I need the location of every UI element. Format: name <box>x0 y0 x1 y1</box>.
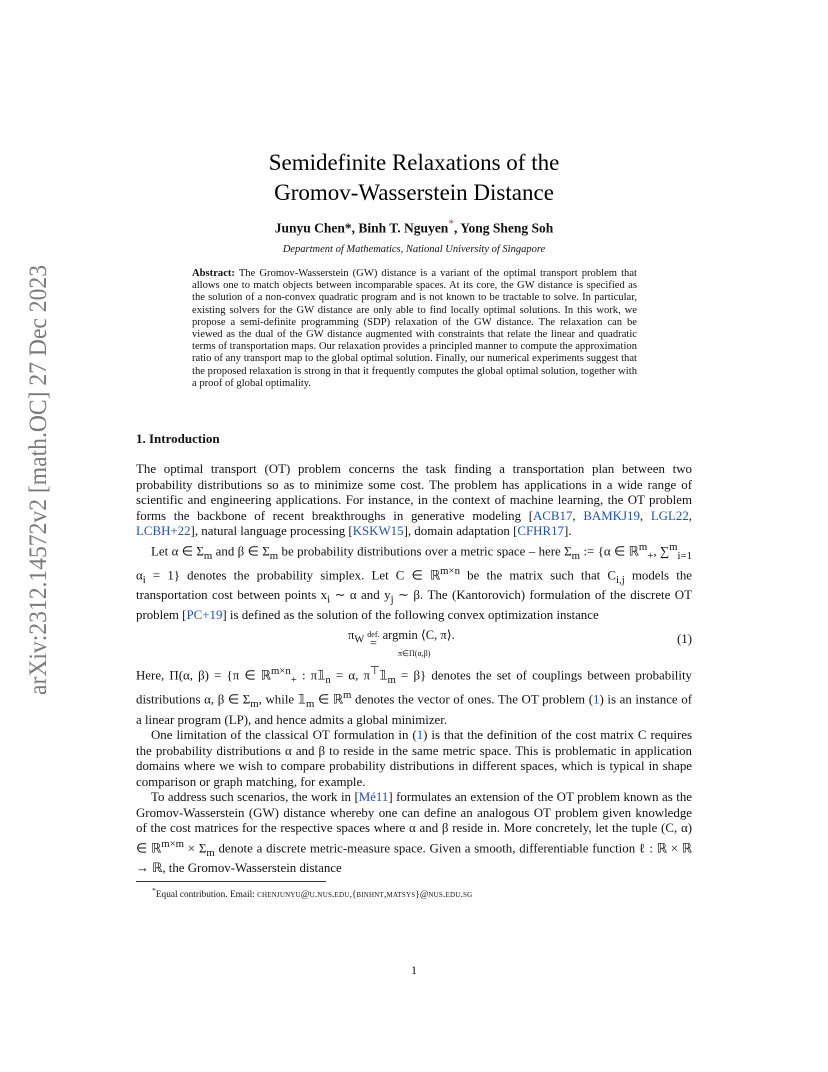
text-run: One limitation of the classical OT formulation in ( <box>151 728 417 743</box>
citation-link[interactable]: PC+19 <box>186 608 223 623</box>
text-run: ) is an instance of a linear program (LP), and hence admits a global minimizer. <box>136 692 692 727</box>
affiliation: Department of Mathematics, National University of Singapore <box>282 244 546 255</box>
text-run: : π𝟙 <box>296 668 326 683</box>
text-run: , <box>572 508 584 523</box>
text-run: := {α ∈ ℝ <box>580 543 639 558</box>
paper-title <box>150 148 678 208</box>
text-run: To address such scenarios, the work in [ <box>151 790 359 805</box>
math-sub: + <box>290 673 297 686</box>
arxiv-sidebar-svg <box>22 265 52 695</box>
abstract-label: Abstract: <box>192 268 235 279</box>
eq-op: = <box>369 635 377 650</box>
math-sup: m×n <box>440 564 460 577</box>
author-separator: , <box>453 220 461 236</box>
text-run: denote a discrete metric-measure space. Given a smooth, differentiable function ℓ : ℝ × ℝ → ℝ, the Gromov-Wasserstein distance <box>136 840 693 875</box>
body-text <box>136 462 692 876</box>
text-run: = 1} denotes the probability simplex. Let C ∈ ℝ <box>145 568 441 583</box>
text-run: , <box>688 508 692 523</box>
title-line-1: Semidefinite Relaxations of the <box>268 150 560 175</box>
text-run: ] is defined as the solution of the following convex optimization instance <box>222 608 599 623</box>
email-address[interactable]: chenjunyu@u.nus.edu <box>257 890 350 901</box>
eq-def: def. <box>367 629 380 639</box>
paragraph-5 <box>136 790 692 876</box>
paragraph-4 <box>136 728 692 790</box>
abstract <box>192 268 637 390</box>
math-sub: + <box>647 549 654 562</box>
math-sub: j <box>390 593 394 606</box>
math-sub: n <box>325 673 331 686</box>
math-sup: m <box>343 689 352 702</box>
citation-link[interactable]: LCBH+22 <box>136 524 191 538</box>
eq-lhs: π <box>348 627 355 642</box>
footnote-divider <box>136 881 326 882</box>
math-sub: m <box>305 698 315 711</box>
text-run: ∼ β. The (Kantorovich) formulation of the discrete OT problem [ <box>136 588 692 623</box>
arxiv-sidebar <box>22 265 52 695</box>
paragraph-3 <box>136 664 692 728</box>
math-sub: i <box>142 573 146 586</box>
text-run: be the matrix such that C <box>459 568 617 583</box>
text-run: }@ <box>415 890 429 901</box>
footnote <box>152 886 472 900</box>
text-run: denotes the vector of ones. The OT problem ( <box>351 692 593 707</box>
page-number: 1 <box>411 963 417 977</box>
arxiv-identifier: arXiv:2312.14572v2 [math.OC] 27 Dec 2023 <box>25 265 52 695</box>
text-run: ,{ <box>349 890 357 901</box>
math-sup: ⊤ <box>369 664 380 677</box>
equation-body <box>348 628 455 662</box>
eq-rhs: argmin ⟨C, π⟩. <box>382 627 455 642</box>
section-heading: 1. Introduction <box>136 431 220 446</box>
text-run: ) is that the definition of the cost matrix C requires the probability distributions α and β to reside in the same metric space. This is problematic in application domains where we wish to compare probability distributions in different spaces, which is typical in shape comparison or graph matching, for example. <box>136 728 692 789</box>
math-sub: i <box>327 593 331 606</box>
abstract-text: The Gromov-Wasserstein (GW) distance is a variant of the optimal transport problem that allows one to match objects between incomparable spaces. At its core, the GW distance is specified as the solution of a non-convex quadratic program and is not known to be tractable to solve. In particular, existing solvers for the GW distance are only able to find locally optimal solutions. In this work, we propose a semi-definite programming (SDP) relaxation of the GW distance. The relaxation can be viewed as the dual of the GW distance augmented with constraints that relate the linear and quadratic terms of transportation maps. Our relaxation provides a principled manner to compute the approximation ratio of any transport map to the global optimal solution. Finally, our numerical experiments suggest that the proposed relaxation is strong in that it frequently computes the global optimal solution, together with a proof of global optimality. <box>192 268 637 389</box>
text-run: Let α ∈ Σ <box>151 543 204 558</box>
eq-constraint: π∈Π(α,β) <box>398 648 431 658</box>
math-sub: m <box>387 673 396 686</box>
text-run: Equal contribution. Email: <box>155 890 258 901</box>
footnote-mark: * <box>152 886 156 895</box>
text-run: , ∑ <box>653 543 670 558</box>
text-run: be probability distributions over a metric space – here Σ <box>278 543 572 558</box>
text-run: = β} denotes the set of couplings between probability distributions α, β ∈ Σ <box>136 668 692 707</box>
math-sub: m <box>269 549 279 562</box>
math-sub: m <box>571 549 581 562</box>
text-run: , while 𝟙 <box>258 692 306 707</box>
title-line-2: Gromov-Wasserstein Distance <box>274 180 554 205</box>
equal-contribution-link[interactable]: * <box>448 218 454 230</box>
math-sub: W <box>354 634 365 646</box>
text-run: ] formulates an extension of the OT problem known as the Gromov-Wasserstein (GW) distance whereby one can define an analogous OT problem given knowledge of the cost matrices for the respective spaces where α and β reside in. More concretely, let the tuple (C, α) ∈ ℝ <box>136 790 693 855</box>
text-run: Here, Π(α, β) = {π ∈ ℝ <box>136 668 271 683</box>
text-run: ], domain adaptation [ <box>403 524 518 538</box>
math-sub: m <box>206 846 215 859</box>
equation-number: (1) <box>676 631 692 646</box>
text-run: ]. <box>563 524 572 538</box>
math-sup: m×n <box>270 664 291 677</box>
math-sup: m <box>669 540 678 553</box>
math-sup: m <box>638 540 648 553</box>
author-3: Yong Sheng Soh <box>460 220 554 236</box>
citation-link[interactable]: BAMKJ19 <box>583 508 640 523</box>
citation-link[interactable]: ACB17 <box>533 508 573 523</box>
equation-ref-link[interactable]: 1 <box>593 692 600 707</box>
citation-link[interactable]: KSKW15 <box>352 524 404 538</box>
citation-link[interactable]: Mé11 <box>358 790 389 805</box>
equation-1 <box>136 626 692 660</box>
text-run: α <box>136 568 143 583</box>
text-run: , <box>639 508 651 523</box>
paragraph-1 <box>136 462 692 540</box>
paragraph-2 <box>136 540 692 624</box>
citation-link[interactable]: CFHR17 <box>517 524 564 538</box>
email-address[interactable]: binhnt,matsys <box>356 890 416 901</box>
text-run: = α, π <box>330 668 370 683</box>
text-run: ∼ α and y <box>330 588 391 603</box>
author-separator: , <box>351 220 359 236</box>
text-run: The optimal transport (OT) problem concerns the task finding a transportation plan between two probability distributions so as to minimize some cost. The problem has applications in a wide range of scientific and engineering applications. For instance, in the context of machine learning, the OT problem forms the backbone of recent breakthroughs in generative modeling [ <box>136 462 692 523</box>
equation-ref-link[interactable]: 1 <box>416 728 424 743</box>
text-run: × Σ <box>184 840 207 855</box>
text-run: ], natural language processing [ <box>190 524 353 538</box>
email-address[interactable]: nus.edu.sg <box>428 890 473 901</box>
text-run: ∈ ℝ <box>314 692 344 707</box>
text-run: 𝟙 <box>379 668 388 683</box>
author-1: Junyu Chen* <box>274 220 352 236</box>
citation-link[interactable]: LGL22 <box>650 508 689 523</box>
text-run: and β ∈ Σ <box>212 543 270 558</box>
math-sub: m <box>250 698 259 711</box>
text-run: models the transportation cost between points x <box>136 568 692 603</box>
math-sub: m <box>203 549 213 562</box>
math-sup: m×m <box>161 837 185 850</box>
author-list <box>150 218 678 237</box>
author-2: Binh T. Nguyen <box>358 220 449 236</box>
math-sub: i,j <box>616 573 625 586</box>
eq-def-symbol <box>367 630 379 648</box>
math-sub: i=1 <box>677 549 692 562</box>
